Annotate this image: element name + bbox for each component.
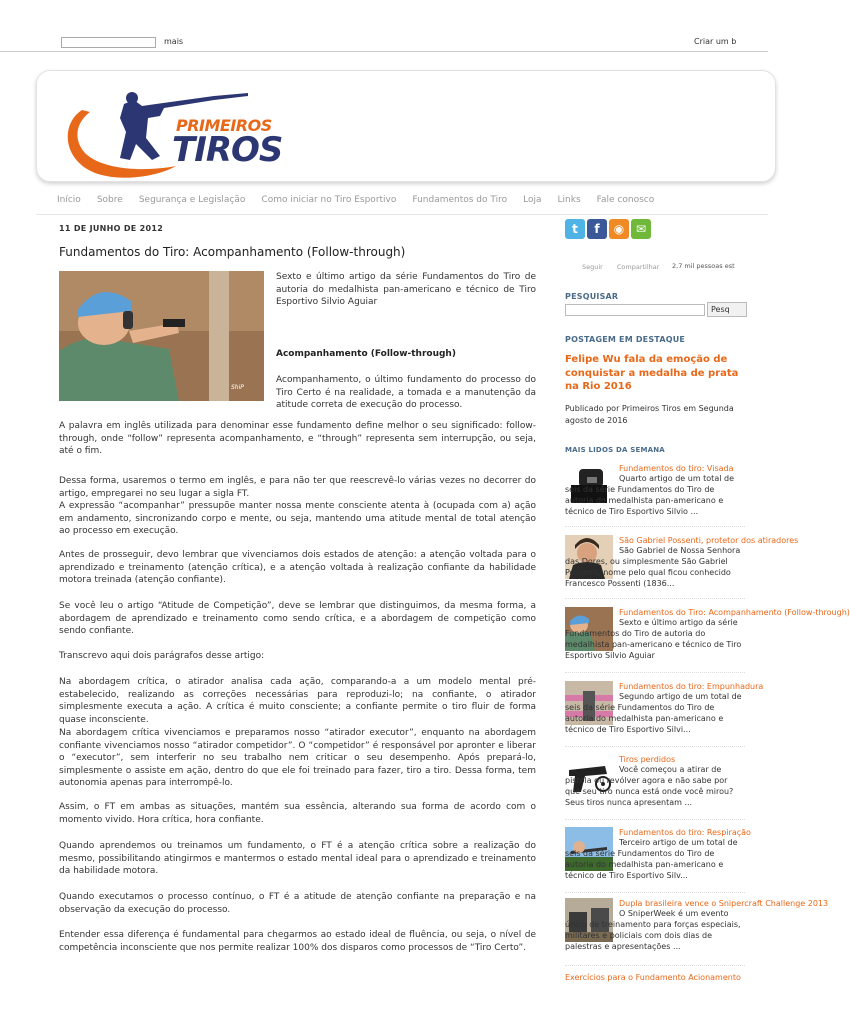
popular-item-title[interactable]: Dupla brasileira vence o Snipercraft Challenge 2013 bbox=[619, 899, 829, 908]
twitter-icon[interactable]: t bbox=[565, 219, 585, 239]
post-paragraph: Quando aprendemos ou treinamos um fundamento, o FT é a atenção crítica sobre a realização do mesmo, possibilitando atingirmos e mantermos o estado mental ideal para o aprendizado e treinamento da habilidade motora. bbox=[59, 841, 536, 877]
popular-item-title[interactable]: Fundamentos do Tiro: Acompanhamento (Follow-through) bbox=[619, 608, 850, 617]
post-paragraph: Na abordagem crítica, o atirador analisa cada ação, comparando-a a um modelo mental pré-estabelecido, realizando as correções necessárias para reproduzi-lo; na confiante, o atirador simplesmente executa a ação. A crítica é muito consciente; a confiante permite o tiro fluir de forma quase inconsciente. bbox=[59, 677, 536, 725]
featured-heading: POSTAGEM EM DESTAQUE bbox=[565, 335, 686, 344]
popular-item[interactable] bbox=[565, 681, 764, 747]
rss-icon[interactable]: ◉ bbox=[609, 219, 629, 239]
nav-seguranca[interactable]: Segurança e Legislação bbox=[138, 195, 246, 205]
popular-item-title[interactable]: Fundamentos do tiro: Respiração bbox=[619, 828, 751, 837]
logo-text-tiros: TIROS bbox=[172, 130, 283, 170]
popular-item-snippet: Sexto e último artigo da série Fundamentos do Tiro de autoria do medalhista pan-americano e técnico de Tiro Esportivo Silvio Aguiar bbox=[565, 618, 742, 660]
post-paragraph: Transcrevo aqui dois parágrafos desse artigo: bbox=[59, 651, 265, 661]
followers-count: 2,7 mil pessoas est bbox=[672, 262, 735, 270]
post-paragraph: Quando executamos o processo contínuo, o FT é a atitude de atenção confiante na preparação e na observação da execução do processo. bbox=[59, 892, 536, 915]
popular-item[interactable] bbox=[565, 898, 829, 966]
search-input[interactable] bbox=[565, 304, 705, 316]
nav-inicio[interactable]: Início bbox=[57, 195, 81, 205]
popular-item[interactable] bbox=[565, 827, 751, 893]
post-paragraph: A palavra em inglês utilizada para denominar esse fundamento define melhor o seu significado: follow-through, onde “follow” representa acompanhamento, e “through” representa sem interrupção, ou seja, até o fim. bbox=[59, 421, 536, 457]
nav-fundamentos[interactable]: Fundamentos do Tiro bbox=[412, 195, 508, 205]
post-subheading: Acompanhamento (Follow-through) bbox=[276, 349, 456, 359]
nav-sobre[interactable]: Sobre bbox=[96, 195, 123, 205]
post-paragraph: Se você leu o artigo “Atitude de Competição”, deve se lembrar que distinguimos, da mesma forma, a abordagem de aprendizado e treinamento como sendo crítica, e a abordagem de competição como sendo confiante. bbox=[59, 601, 536, 637]
popular-item-snippet: Você começou a atirar de pistola ou revólver agora e não sabe por que seu tiro nunca está onde você mirou? Seus tiros nunca apresentam ... bbox=[565, 765, 734, 807]
popular-item-snippet: Segundo artigo de um total de seis da série Fundamentos do Tiro de autoria do medalhista pan-americano e técnico de Tiro Esportivo Silvi... bbox=[565, 692, 742, 734]
post-paragraph: Antes de prosseguir, devo lembrar que vivenciamos dois estados de atenção: a atenção voltada para o aprendizado e treinamento (atenção crítica), e a atenção voltada à realização confiante da habilidade motora treinada (atenção confiante). bbox=[59, 550, 536, 586]
popular-item[interactable] bbox=[565, 607, 850, 673]
search-heading: PESQUISAR bbox=[565, 292, 619, 301]
popular-item-snippet: Terceiro artigo de um total de seis da série Fundamentos do Tiro de autoria do medalhista pan-americano e técnico de Tiro Esportivo Silv... bbox=[565, 838, 738, 880]
nav-divider bbox=[36, 214, 768, 215]
share-button[interactable]: Compartilhar bbox=[616, 263, 660, 271]
popular-item-title[interactable]: Fundamentos do tiro: Visada bbox=[619, 464, 734, 473]
popular-item-title[interactable]: Tiros perdidos bbox=[619, 755, 676, 764]
popular-item[interactable] bbox=[565, 535, 799, 599]
post-paragraph: A expressão “acompanhar” pressupõe manter nossa mente consciente atenta à (ocupada com a) ação em andamento, sincronizando corpo e mente, ou seja, mantendo uma atitude mental de total atenção ao processo em execução. bbox=[59, 501, 536, 537]
popular-item-snippet: O SniperWeek é um evento único de treinamento para forças especiais, militares e policiais com dois dias de palestras e apresentações ... bbox=[565, 909, 741, 951]
post-paragraph: Assim, o FT em ambas as situações, mantém sua essência, alterando sua forma de acordo com o momento vivido. Hora crítica, hora confiante. bbox=[59, 802, 536, 825]
post-intro: Sexto e último artigo da série Fundamentos do Tiro de autoria do medalhista pan-americano e técnico de Tiro Esportivo Silvio Aguiar bbox=[276, 272, 536, 308]
post-image-credit: ShiP bbox=[231, 384, 244, 391]
navbar-search-input[interactable] bbox=[61, 37, 156, 48]
popular-heading: MAIS LIDOS DA SEMANA bbox=[565, 446, 665, 454]
logo-shooter-head bbox=[126, 92, 138, 104]
main-nav bbox=[57, 195, 670, 209]
post-image bbox=[59, 271, 264, 401]
post-paragraph: Dessa forma, usaremos o termo em inglês, e para não ter que reescrevê-lo várias vezes no decorrer do artigo, empregarei no seu lugar a sigla FT. bbox=[59, 476, 536, 499]
featured-post-title[interactable]: Felipe Wu fala da emoção de conquistar a medalha de prata na Rio 2016 bbox=[565, 354, 739, 392]
search-button[interactable]: Pesq bbox=[707, 302, 747, 317]
post-paragraph: Entender essa diferença é fundamental para chegarmos ao estado ideal de fluência, ou seja, o nível de competência inconsciente que nos permite realizar 100% dos disparos como processos de “Tiro Certo”. bbox=[59, 930, 536, 953]
nav-loja[interactable]: Loja bbox=[523, 195, 542, 205]
nav-links[interactable]: Links bbox=[557, 195, 581, 205]
related-post-link[interactable]: Exercícios para o Fundamento Acionamento bbox=[565, 973, 741, 982]
logo-text-primeiros: PRIMEIROS bbox=[176, 116, 272, 135]
navbar-more-link[interactable]: mais bbox=[164, 37, 184, 46]
blogger-navbar bbox=[0, 0, 768, 52]
popular-item[interactable] bbox=[565, 754, 745, 820]
featured-post-meta: Publicado por Primeiros Tiros em Segunda agosto de 2016 bbox=[565, 404, 734, 425]
follow-row bbox=[582, 263, 673, 271]
post-paragraph: Na abordagem crítica vivenciamos e preparamos nosso “atirador executor”, enquanto na abordagem confiante vivenciamos nosso “atirador competidor”. O “competidor” é responsável por apronter e liberar o “executor”, sem interferir no seu trabalho nem criticar o seu desempenho. Após prepará-lo, simplesmente o assiste em ação, dentro do que ele foi treinado para fazer, tiro a tiro. Dessa forma, tem autonomia apenas para interrompê-lo. bbox=[59, 728, 536, 789]
popular-item-title[interactable]: Fundamentos do tiro: Empunhadura bbox=[619, 682, 764, 691]
follow-button[interactable]: Seguir bbox=[582, 263, 603, 271]
popular-item[interactable] bbox=[565, 463, 745, 527]
post-date: 11 DE JUNHO DE 2012 bbox=[59, 224, 164, 233]
popular-item-title[interactable]: São Gabriel Possenti, protetor dos atiradores bbox=[619, 536, 799, 545]
popular-item-snippet: Quarto artigo de um total de seis da série Fundamentos do Tiro de autoria do medalhista pan-americano e técnico de Tiro Esportivo Silvio ... bbox=[565, 474, 734, 516]
email-icon[interactable]: ✉ bbox=[631, 219, 651, 239]
nav-fale-conosco[interactable]: Fale conosco bbox=[596, 195, 655, 205]
post-paragraph: Acompanhamento, o último fundamento do processo do Tiro Certo é na realidade, a tomada e a manutenção da atitude correta de execução do processo. bbox=[276, 375, 536, 411]
share-icons bbox=[565, 219, 655, 241]
create-blog-link[interactable]: Criar um b bbox=[694, 37, 737, 46]
post-title[interactable]: Fundamentos do Tiro: Acompanhamento (Follow-through) bbox=[59, 245, 406, 259]
facebook-icon[interactable]: f bbox=[587, 219, 607, 239]
nav-como-iniciar[interactable]: Como iniciar no Tiro Esportivo bbox=[261, 195, 397, 205]
popular-item-snippet: São Gabriel de Nossa Senhora das Dores, ou simplesmente São Gabriel Possenti, nome pelo qual ficou conhecido Francesco Possenti (1836... bbox=[565, 546, 741, 588]
